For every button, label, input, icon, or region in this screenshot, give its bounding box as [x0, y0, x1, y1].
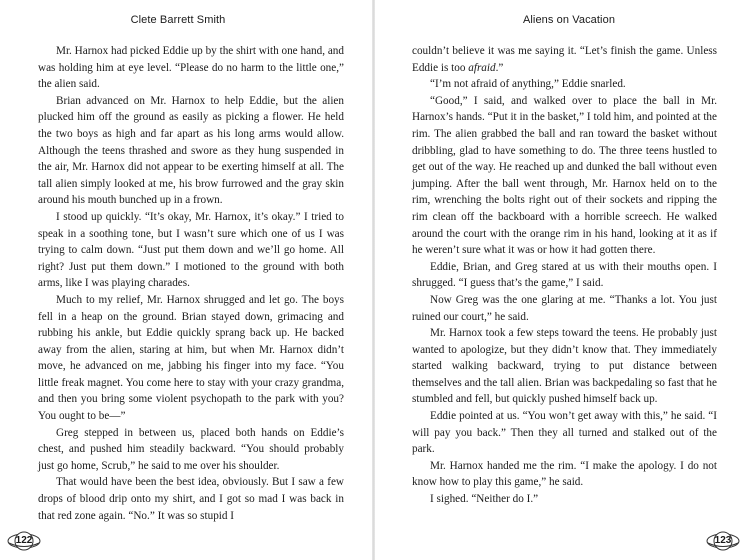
paragraph: Brian advanced on Mr. Harnox to help Eddie, but the alien plucked him off the ground as easily as picking a flower. He held the two boys as high and far apart as his long arms would allow. Although the teens thrashed and swore as they hung suspended in the air, Mr. Harnox did not appear to be exerting himself at all. The tall alien simply looked at me, his brow furrowed and the gray skin around his mouth bunched up in a frown.	[38, 94, 344, 207]
paragraph-continued	[412, 43, 717, 76]
paragraph: I sighed. “Neither do I.”	[430, 493, 539, 506]
left-page-body	[38, 43, 344, 524]
paragraph: I stood up quickly. “It’s okay, Mr. Harnox, it’s okay.” I tried to speak in a soothing tone, but I wasn’t sure which one of us I was trying to calm down. “Just put them down and we’ll go home. All right? Just put them down.” I motioned to the ground with both arms, like I was playing charades.	[38, 210, 344, 290]
emphasized-word: afraid	[468, 61, 496, 74]
paragraph: Eddie pointed at us. “You won’t get away with this,” he said. “I will pay you back.” Then they all turned and stalked out of the park.	[412, 410, 717, 456]
page-number: 122	[15, 535, 33, 546]
page-number-badge	[705, 530, 741, 552]
page-number-badge	[6, 530, 42, 552]
paragraph-text: couldn’t believe it was me saying it. “Let’s finish the game. Unless Eddie is too	[412, 45, 717, 74]
right-page	[375, 0, 747, 560]
paragraph: “I’m not afraid of anything,” Eddie snarled.	[430, 78, 626, 91]
paragraph: “Good,” I said, and walked over to place the ball in Mr. Harnox’s hands. “Put it in the basket,” I told him, and pointed at the rim. The alien grabbed the ball and ran toward the basket without dribbling, glad to have something to do. The three teens hustled to get out of the way. He reached up and dunked the ball without even jumping. After the ball went through, Mr. Harnox held on to the rim, wrenching the bolts right out of their sockets and ripping the rim clean off the backboard with a horrible screech. He walked around the court with the orange rim in his hand, looking at it as if he weren’t sure what it was or how it had gotten there.	[412, 94, 717, 257]
paragraph-text: .”	[495, 61, 504, 74]
paragraph: That would have been the best idea, obviously. But I saw a few drops of blood drip onto my shirt, and I got so mad I was back in that red zone again. “No.” It was so stupid I	[38, 476, 344, 522]
paragraph: Now Greg was the one glaring at me. “Thanks a lot. You just ruined our court,” he said.	[412, 293, 717, 323]
right-page-body	[412, 43, 717, 508]
paragraph: Mr. Harnox handed me the rim. “I make the apology. I do not know how to play this game,” he said.	[412, 459, 717, 489]
left-page	[0, 0, 372, 560]
paragraph: Much to my relief, Mr. Harnox shrugged and let go. The boys fell in a heap on the ground. Brian stayed down, grimacing and rubbing his ankle, but Eddie quickly sprang back up. He backed away from the alien, staring at him, but when Mr. Harnox didn’t move, he advanced on me, jabbing his finger into my face. “You little freak magnet. You come here to stay with your crazy grandma, and then you bring some violent psychopath to the park with you? You ought to be—”	[38, 293, 344, 423]
paragraph: Mr. Harnox had picked Eddie up by the shirt with one hand, and was holding him at eye level. “Please do no harm to the little one,” the alien said.	[38, 45, 344, 91]
running-head-title: Aliens on Vacation	[522, 14, 616, 26]
paragraph: Greg stepped in between us, placed both hands on Eddie’s chest, and pushed him steadily backward. “You should probably just go home, Scrub,” he said to me over his shoulder.	[38, 426, 344, 472]
paragraph: Mr. Harnox took a few steps toward the teens. He probably just wanted to apologize, but they didn’t know that. They immediately started walking backward, trying to put distance between themselves and the tall alien. Brian was backpedaling so fast that he stumbled and fell, but quickly pushed himself back up.	[412, 327, 717, 406]
paragraph: Eddie, Brian, and Greg stared at us with their mouths open. I shrugged. “I guess that’s the game,” I said.	[412, 260, 717, 290]
running-head-author: Clete Barrett Smith	[130, 14, 226, 26]
page-number: 123	[714, 535, 732, 546]
